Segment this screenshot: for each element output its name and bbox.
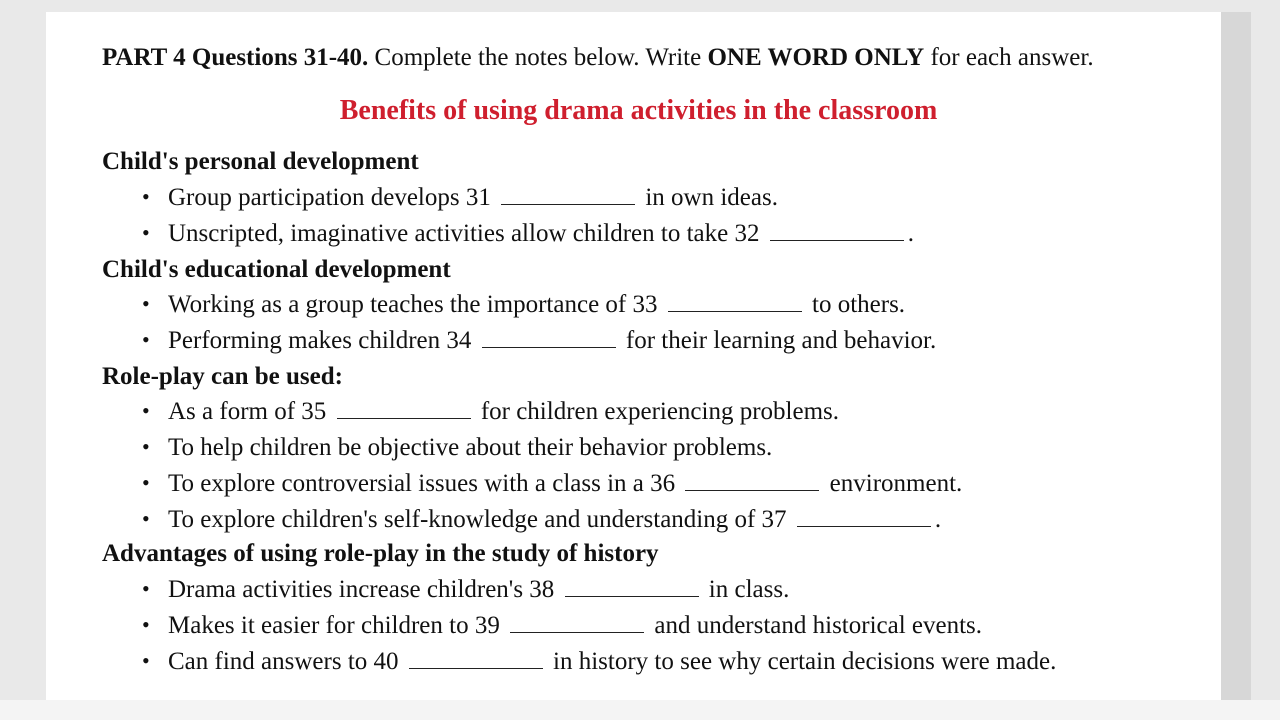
answer-blank-37[interactable]: [797, 506, 931, 527]
page-title: Benefits of using drama activities in the classroom: [339, 95, 938, 126]
bullet-icon: •: [142, 576, 150, 601]
answer-blank-33[interactable]: [668, 291, 802, 312]
item-text-before: Unscripted, imaginative activities allow children to take 32: [168, 220, 760, 247]
bullet-icon: •: [142, 612, 150, 637]
list-item: [142, 327, 937, 355]
answer-blank-34[interactable]: [482, 327, 616, 348]
bullet-icon: •: [142, 398, 150, 423]
bullet-icon: •: [142, 220, 150, 245]
item-text-after: in own ideas.: [645, 184, 778, 211]
item-text-after: for children experiencing problems.: [480, 398, 840, 425]
answer-blank-35[interactable]: [337, 398, 471, 419]
answer-blank-39[interactable]: [510, 612, 644, 633]
item-text-before: Group participation develops 31: [168, 184, 491, 211]
item-text-before: Drama activities increase children's 38: [168, 576, 555, 603]
item-text-before: Working as a group teaches the importance of 33: [168, 291, 658, 318]
list-item: [142, 506, 942, 534]
instructions: [102, 44, 1094, 72]
item-text-before: Can find answers to 40: [168, 648, 399, 675]
instructions-text-2: for each answer.: [924, 44, 1094, 71]
document-page: [46, 12, 1221, 700]
bullet-icon: •: [142, 506, 150, 531]
bullet-icon: •: [142, 470, 150, 495]
bullet-icon: •: [142, 327, 150, 352]
list-item: [142, 576, 790, 604]
item-text-after: for their learning and behavior.: [625, 327, 937, 354]
scrollbar-track[interactable]: [1221, 12, 1251, 700]
section-heading: Advantages of using role-play in the study of history: [102, 540, 659, 567]
list-item: [142, 220, 914, 248]
list-item: [142, 612, 983, 640]
list-item: [142, 434, 773, 462]
answer-blank-32[interactable]: [770, 220, 904, 241]
part-label: PART 4 Questions 31-40.: [102, 44, 369, 71]
list-item: [142, 291, 906, 319]
item-text-before: To explore controversial issues with a class in a 36: [168, 470, 676, 497]
section-heading: Role-play can be used:: [102, 363, 343, 390]
answer-blank-38[interactable]: [565, 576, 699, 597]
answer-blank-40[interactable]: [409, 648, 543, 669]
answer-blank-36[interactable]: [685, 470, 819, 491]
section-heading: Child's educational development: [102, 256, 451, 283]
instructions-text-1: Complete the notes below. Write: [368, 44, 708, 71]
answer-blank-31[interactable]: [501, 184, 635, 205]
item-text-after: .: [934, 506, 942, 533]
instructions-emphasis: ONE WORD ONLY: [707, 44, 925, 71]
list-item: [142, 648, 1057, 676]
bullet-icon: •: [142, 184, 150, 209]
item-text-after: and understand historical events.: [654, 612, 983, 639]
list-item: [142, 184, 778, 212]
item-text: To help children be objective about their behavior problems.: [168, 434, 773, 461]
list-item: [142, 398, 840, 426]
item-text-after: in history to see why certain decisions were made.: [553, 648, 1057, 675]
item-text-after: .: [907, 220, 914, 247]
bottom-margin: [0, 700, 1280, 720]
bullet-icon: •: [142, 434, 150, 459]
item-text-before: Performing makes children 34: [168, 327, 472, 354]
item-text-after: environment.: [829, 470, 963, 497]
item-text-after: to others.: [812, 291, 906, 318]
list-item: [142, 470, 963, 498]
bullet-icon: •: [142, 291, 150, 316]
bullet-icon: •: [142, 648, 150, 673]
item-text-before: Makes it easier for children to 39: [168, 612, 500, 639]
item-text-before: As a form of 35: [168, 398, 327, 425]
section-heading: Child's personal development: [102, 148, 419, 175]
item-text-after: in class.: [708, 576, 790, 603]
item-text-before: To explore children's self-knowledge and understanding of 37: [168, 506, 787, 533]
